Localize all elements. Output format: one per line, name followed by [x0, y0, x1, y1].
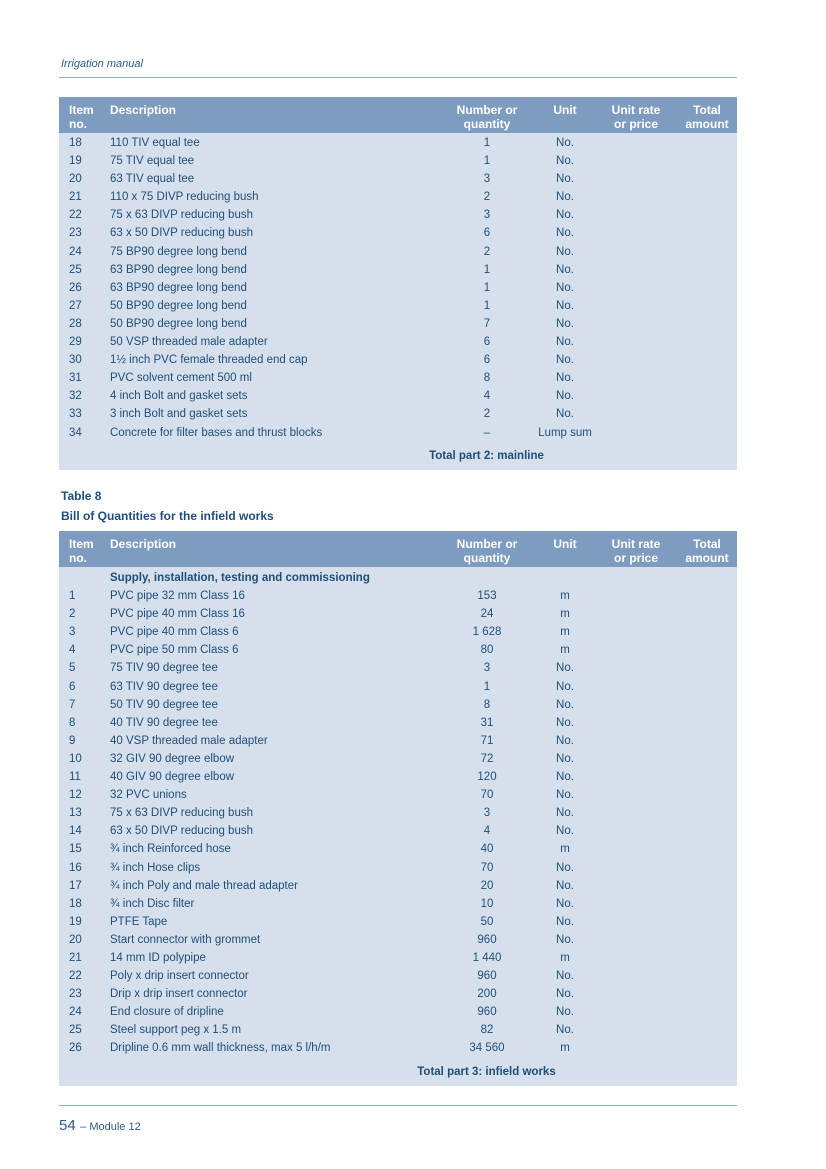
column-header-unit-rate: Unit rate or price	[611, 537, 661, 565]
table-header	[59, 531, 737, 567]
item-cell: 21	[69, 191, 82, 204]
item-cell: 6	[69, 680, 76, 693]
item-cell: 8	[69, 716, 76, 729]
description-cell: PVC pipe 32 mm Class 16	[110, 590, 245, 603]
table-row	[59, 1003, 737, 1021]
item-cell: 17	[69, 879, 82, 892]
quantity-cell: 70	[480, 789, 494, 802]
item-cell: 3	[69, 626, 76, 639]
table-row	[59, 1039, 737, 1057]
section-subheading	[59, 569, 737, 587]
description-cell: 50 BP90 degree long bend	[110, 299, 247, 312]
description-cell: 40 VSP threaded male adapter	[110, 734, 268, 747]
table-row	[59, 224, 737, 242]
item-cell: 4	[69, 644, 76, 657]
table-row	[59, 152, 737, 170]
infield-table	[59, 531, 737, 1086]
unit-cell: No.	[556, 933, 574, 946]
table-row	[59, 351, 737, 369]
item-cell: 13	[69, 807, 82, 820]
unit-cell: No.	[556, 354, 574, 367]
quantity-cell: 20	[480, 879, 494, 892]
description-cell: 50 BP90 degree long bend	[110, 317, 247, 330]
header-rule	[59, 77, 737, 78]
item-cell: 14	[69, 825, 82, 838]
table-row	[59, 949, 737, 967]
quantity-cell: 200	[477, 988, 497, 1001]
quantity-cell: 72	[480, 752, 494, 765]
description-cell: 63 x 50 DIVP reducing bush	[110, 227, 253, 240]
quantity-cell: 6	[483, 227, 491, 240]
table-row	[59, 859, 737, 877]
unit-cell: No.	[556, 789, 574, 802]
description-cell: 50 VSP threaded male adapter	[110, 336, 268, 349]
table-row	[59, 243, 737, 261]
unit-cell: No.	[556, 263, 574, 276]
table-row	[59, 623, 737, 641]
table-row	[59, 750, 737, 768]
item-cell: 18	[69, 137, 82, 149]
item-cell: 20	[69, 933, 82, 946]
table-row	[59, 895, 737, 913]
table-row	[59, 315, 737, 333]
item-cell: 9	[69, 734, 76, 747]
description-cell: 40 GIV 90 degree elbow	[110, 771, 235, 784]
quantity-cell: 3	[483, 173, 491, 186]
item-cell: 5	[69, 662, 76, 675]
item-cell: 15	[69, 843, 82, 856]
quantity-cell: 960	[477, 1006, 497, 1019]
item-cell: 27	[69, 299, 82, 312]
unit-cell: No.	[556, 988, 574, 1001]
unit-cell: No.	[556, 281, 574, 294]
quantity-cell: 4	[483, 390, 491, 403]
item-cell: 21	[69, 951, 82, 964]
quantity-cell: 24	[480, 608, 494, 621]
quantity-cell: 1	[483, 299, 491, 312]
description-cell: 110 TIV equal tee	[110, 137, 200, 149]
unit-cell: m	[560, 626, 570, 639]
table-row	[59, 985, 737, 1003]
table-row	[59, 931, 737, 949]
table-row	[59, 424, 737, 442]
description-cell: Start connector with grommet	[110, 933, 261, 946]
table-row	[59, 804, 737, 822]
quantity-cell: 153	[477, 590, 497, 603]
description-cell: Steel support peg x 1.5 m	[110, 1024, 242, 1037]
description-cell: 75 TIV equal tee	[110, 155, 195, 168]
unit-cell: No.	[556, 336, 574, 349]
table-row	[59, 840, 737, 858]
unit-cell: No.	[556, 209, 574, 222]
running-head: Irrigation manual	[61, 58, 143, 70]
unit-cell: No.	[556, 716, 574, 729]
unit-cell: No.	[556, 390, 574, 403]
column-header-total: Total amount	[685, 537, 729, 565]
item-cell: 30	[69, 354, 82, 367]
subheading-text: Supply, installation, testing and commissioning	[110, 572, 370, 584]
unit-cell: No.	[556, 897, 574, 910]
unit-cell: No.	[556, 1024, 574, 1037]
table-row	[59, 369, 737, 387]
description-cell: End closure of dripline	[110, 1006, 224, 1019]
quantity-cell: 82	[480, 1024, 494, 1037]
item-cell: 7	[69, 698, 76, 711]
item-cell: 23	[69, 988, 82, 1001]
description-cell: 110 x 75 DIVP reducing bush	[110, 191, 259, 204]
description-cell: Dripline 0.6 mm wall thickness, max 5 l/h/m	[110, 1042, 331, 1055]
unit-cell: No.	[556, 970, 574, 983]
total-row	[59, 1058, 737, 1086]
unit-cell: No.	[556, 807, 574, 820]
item-cell: 23	[69, 227, 82, 240]
description-cell: 14 mm ID polypipe	[110, 951, 206, 964]
table-row	[59, 822, 737, 840]
item-cell: 25	[69, 1024, 82, 1037]
unit-cell: No.	[556, 915, 574, 928]
quantity-cell: 80	[480, 644, 494, 657]
description-cell: 75 BP90 degree long bend	[110, 245, 247, 258]
table-row	[59, 261, 737, 279]
description-cell: 63 TIV 90 degree tee	[110, 680, 218, 693]
unit-cell: No.	[556, 227, 574, 240]
item-cell: 19	[69, 155, 82, 168]
unit-cell: m	[560, 644, 570, 657]
description-cell: 40 TIV 90 degree tee	[110, 716, 218, 729]
item-cell: 28	[69, 317, 82, 330]
item-cell: 19	[69, 915, 82, 928]
unit-cell: No.	[556, 680, 574, 693]
table-row	[59, 279, 737, 297]
unit-cell: Lump sum	[538, 426, 592, 439]
table-row	[59, 605, 737, 623]
table-row	[59, 967, 737, 985]
unit-cell: No.	[556, 317, 574, 330]
quantity-cell: 3	[483, 209, 491, 222]
quantity-cell: 2	[483, 408, 491, 421]
quantity-cell: 960	[477, 933, 497, 946]
module-label: – Module 12	[80, 1121, 141, 1133]
table-header	[59, 97, 737, 133]
item-cell: 32	[69, 390, 82, 403]
table-row	[59, 678, 737, 696]
quantity-cell: 71	[480, 734, 494, 747]
table-row	[59, 587, 737, 605]
quantity-cell: 1	[483, 155, 491, 168]
unit-cell: No.	[556, 1006, 574, 1019]
quantity-cell: 2	[483, 191, 491, 204]
table-row	[59, 877, 737, 895]
description-cell: 4 inch Bolt and gasket sets	[110, 390, 248, 403]
page-footer	[59, 1117, 141, 1135]
item-cell: 31	[69, 372, 82, 385]
table-body	[59, 134, 737, 442]
item-cell: 16	[69, 861, 82, 874]
quantity-cell: 6	[483, 354, 491, 367]
total-row	[59, 442, 737, 470]
unit-cell: No.	[556, 245, 574, 258]
quantity-cell: 31	[480, 716, 494, 729]
unit-cell: No.	[556, 698, 574, 711]
unit-cell: m	[560, 843, 570, 856]
description-cell: PVC solvent cement 500 ml	[110, 372, 252, 385]
unit-cell: m	[560, 590, 570, 603]
quantity-cell: 1	[483, 680, 491, 693]
table-body	[59, 587, 737, 1057]
quantity-cell: –	[483, 426, 491, 439]
table-row	[59, 659, 737, 677]
table-row	[59, 333, 737, 351]
item-cell: 10	[69, 752, 82, 765]
description-cell: ¾ inch Poly and male thread adapter	[110, 879, 298, 892]
item-cell: 22	[69, 209, 82, 222]
quantity-cell: 34 560	[469, 1042, 505, 1055]
unit-cell: No.	[556, 299, 574, 312]
item-cell: 25	[69, 263, 82, 276]
description-cell: 75 x 63 DIVP reducing bush	[110, 807, 253, 820]
description-cell: PVC pipe 40 mm Class 16	[110, 608, 245, 621]
quantity-cell: 3	[483, 662, 491, 675]
table-label: Table 8	[61, 489, 102, 503]
unit-cell: No.	[556, 372, 574, 385]
description-cell: 75 x 63 DIVP reducing bush	[110, 209, 253, 222]
quantity-cell: 8	[483, 372, 491, 385]
table-row	[59, 206, 737, 224]
quantity-cell: 50	[480, 915, 494, 928]
unit-cell: No.	[556, 752, 574, 765]
table-row	[59, 768, 737, 786]
quantity-cell: 40	[480, 843, 494, 856]
description-cell: PVC pipe 50 mm Class 6	[110, 644, 239, 657]
item-cell: 12	[69, 789, 82, 802]
column-header-unit: Unit	[553, 537, 577, 551]
column-header-unit-rate: Unit rate or price	[611, 103, 661, 131]
item-cell: 20	[69, 173, 82, 186]
description-cell: 1½ inch PVC female threaded end cap	[110, 354, 308, 367]
item-cell: 22	[69, 970, 82, 983]
description-cell: 63 BP90 degree long bend	[110, 281, 247, 294]
table-row	[59, 297, 737, 315]
quantity-cell: 1 628	[472, 626, 502, 639]
item-cell: 1	[69, 590, 76, 603]
quantity-cell: 3	[483, 807, 491, 820]
description-cell: 50 TIV 90 degree tee	[110, 698, 218, 711]
column-header-quantity: Number or quantity	[456, 103, 518, 131]
column-header-item: Item no.	[69, 103, 94, 131]
unit-cell: No.	[556, 408, 574, 421]
description-cell: 75 TIV 90 degree tee	[110, 662, 218, 675]
footer-rule	[59, 1105, 737, 1106]
unit-cell: No.	[556, 662, 574, 675]
item-cell: 11	[69, 771, 81, 784]
item-cell: 33	[69, 408, 82, 421]
description-cell: 32 GIV 90 degree elbow	[110, 752, 235, 765]
item-cell: 24	[69, 1006, 82, 1019]
item-cell: 18	[69, 897, 82, 910]
table-row	[59, 786, 737, 804]
table-row	[59, 170, 737, 188]
quantity-cell: 8	[483, 698, 491, 711]
item-cell: 26	[69, 281, 82, 294]
unit-cell: No.	[556, 155, 574, 168]
table-row	[59, 696, 737, 714]
table-row	[59, 641, 737, 659]
page-number: 54	[59, 1117, 76, 1134]
description-cell: ¾ inch Hose clips	[110, 861, 201, 874]
column-header-quantity: Number or quantity	[456, 537, 518, 565]
quantity-cell: 70	[480, 861, 494, 874]
description-cell: Concrete for filter bases and thrust blocks	[110, 426, 323, 439]
description-cell: 63 BP90 degree long bend	[110, 263, 247, 276]
description-cell: 3 inch Bolt and gasket sets	[110, 408, 248, 421]
table-row	[59, 732, 737, 750]
description-cell: PTFE Tape	[110, 915, 168, 928]
quantity-cell: 1	[483, 281, 491, 294]
column-header-unit: Unit	[553, 103, 577, 117]
item-cell: 24	[69, 245, 82, 258]
description-cell: 63 x 50 DIVP reducing bush	[110, 825, 253, 838]
unit-cell: No.	[556, 771, 574, 784]
unit-cell: No.	[556, 137, 574, 149]
item-cell: 2	[69, 608, 76, 621]
description-cell: ¾ inch Disc filter	[110, 897, 195, 910]
unit-cell: No.	[556, 734, 574, 747]
table-row	[59, 405, 737, 423]
unit-cell: No.	[556, 191, 574, 204]
unit-cell: No.	[556, 173, 574, 186]
table-row	[59, 714, 737, 732]
table-title: Bill of Quantities for the infield works	[61, 509, 274, 523]
column-header-total: Total amount	[685, 103, 729, 131]
quantity-cell: 120	[477, 771, 497, 784]
unit-cell: m	[560, 951, 570, 964]
column-header-description: Description	[110, 537, 177, 551]
unit-cell: No.	[556, 861, 574, 874]
unit-cell: No.	[556, 825, 574, 838]
description-cell: ¾ inch Reinforced hose	[110, 843, 231, 856]
mainline-table	[59, 97, 737, 470]
quantity-cell: 1 440	[472, 951, 502, 964]
description-cell: PVC pipe 40 mm Class 6	[110, 626, 239, 639]
table-row	[59, 913, 737, 931]
description-cell: Drip x drip insert connector	[110, 988, 248, 1001]
table-row	[59, 134, 737, 152]
quantity-cell: 1	[483, 263, 491, 276]
unit-cell: m	[560, 608, 570, 621]
quantity-cell: 960	[477, 970, 497, 983]
quantity-cell: 6	[483, 336, 491, 349]
description-cell: 32 PVC unions	[110, 789, 187, 802]
quantity-cell: 7	[483, 317, 491, 330]
quantity-cell: 1	[483, 137, 491, 149]
unit-cell: No.	[556, 879, 574, 892]
description-cell: Poly x drip insert connector	[110, 970, 249, 983]
total-label: Total part 3: infield works	[417, 1065, 556, 1078]
table-row	[59, 188, 737, 206]
column-header-item: Item no.	[69, 537, 94, 565]
item-cell: 26	[69, 1042, 82, 1055]
item-cell: 34	[69, 426, 82, 439]
unit-cell: m	[560, 1042, 570, 1055]
column-header-description: Description	[110, 103, 177, 117]
table-row	[59, 1021, 737, 1039]
table-row	[59, 387, 737, 405]
total-label: Total part 2: mainline	[429, 449, 544, 462]
quantity-cell: 10	[480, 897, 494, 910]
quantity-cell: 4	[483, 825, 491, 838]
item-cell: 29	[69, 336, 82, 349]
description-cell: 63 TIV equal tee	[110, 173, 195, 186]
quantity-cell: 2	[483, 245, 491, 258]
